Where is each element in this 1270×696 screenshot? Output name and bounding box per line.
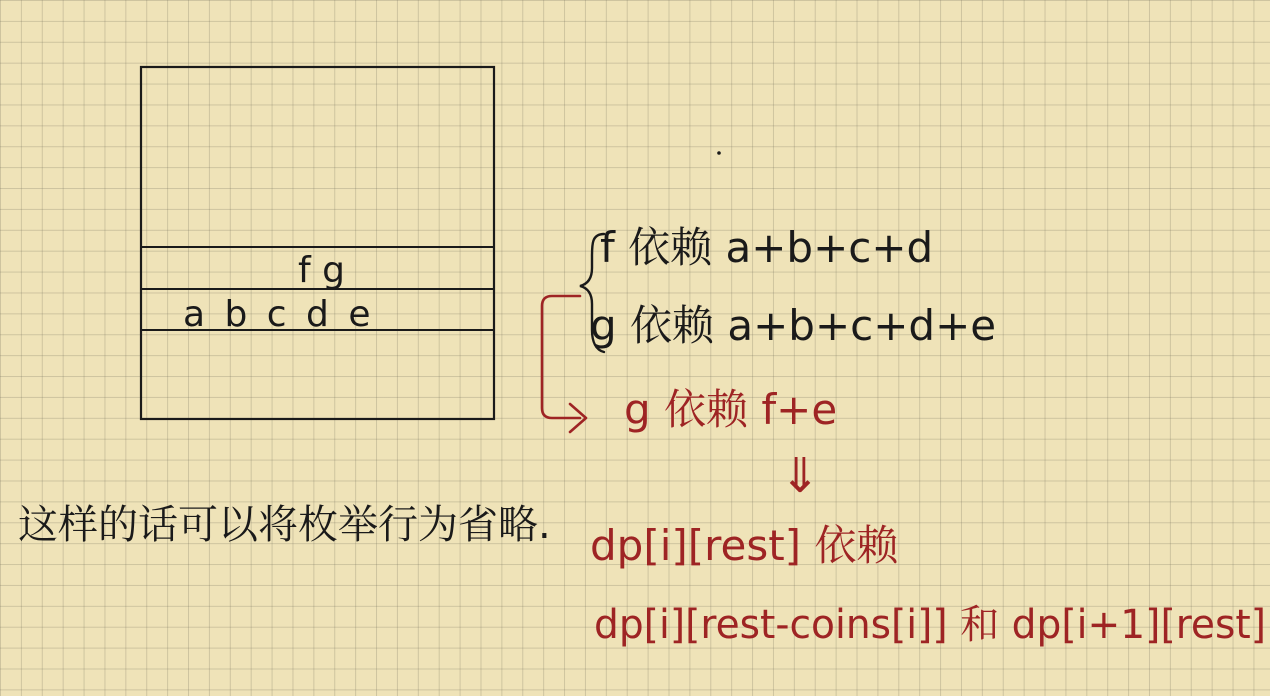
table-letters-bottom: a b c d e [183, 294, 375, 335]
line-g-depends-red: g 依赖 f+e [624, 385, 838, 434]
table-letters-top: f g [298, 250, 345, 291]
ink-dot [717, 151, 721, 155]
dp-line-1: dp[i][rest] 依赖 [590, 521, 899, 570]
dp-table-outline [141, 67, 494, 419]
down-arrow: ⇓ [780, 448, 821, 504]
line-f-depends: f 依赖 a+b+c+d [600, 223, 934, 272]
dp-line-2: dp[i][rest-coins[i]] 和 dp[i+1][rest] [594, 602, 1266, 648]
red-bracket-arrow [542, 296, 580, 418]
line-g-depends: g 依赖 a+b+c+d+e [590, 301, 997, 350]
note-left: 这样的话可以将枚举行为省略. [18, 502, 551, 548]
